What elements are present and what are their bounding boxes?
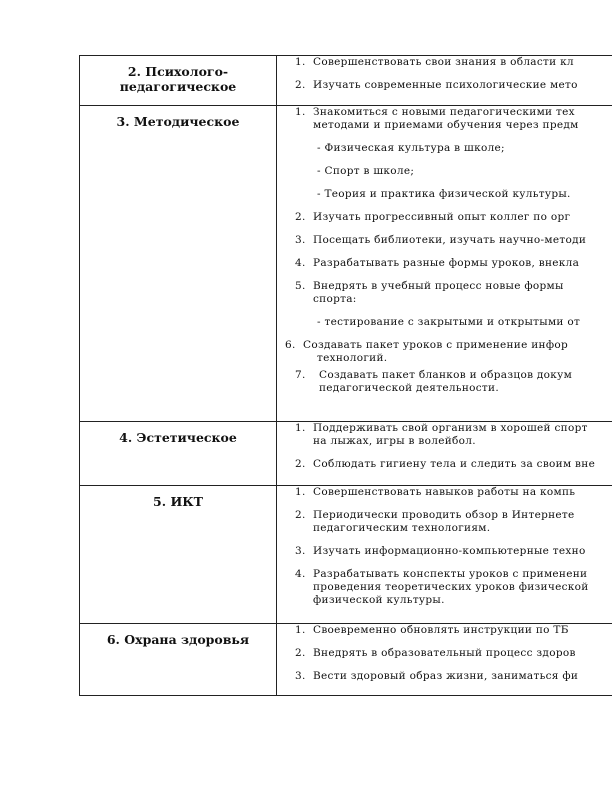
direction-title: 2. Психолого-: [127, 64, 229, 79]
table-row: [80, 422, 612, 486]
direction-title: 5. ИКТ: [153, 494, 203, 509]
direction-title: 4. Эстетическое: [119, 430, 237, 445]
list-subitem: - Спорт в школе;: [317, 165, 415, 177]
list-subitem: - Теория и практика физической культуры.: [317, 188, 571, 200]
list-item: 3. Изучать информационно-компьютерные техно: [295, 545, 586, 557]
list-item: 1. Своевременно обновлять инструкции по ТБ: [295, 624, 569, 636]
list-subitem: - Физическая культура в школе;: [317, 142, 505, 154]
direction-cell: [80, 422, 277, 486]
list-item: 3. Посещать библиотеки, изучать научно-методи: [295, 234, 587, 246]
tasks-cell: [277, 56, 612, 106]
list-item: 2. Периодически проводить обзор в Интернете педагогическим технологиям.: [295, 509, 575, 534]
list-item: 1. Знакомиться с новыми педагогическими тех методами и приемами обучения через предм: [295, 106, 579, 131]
direction-cell: [80, 486, 277, 624]
direction-title: педагогическое: [119, 79, 237, 94]
direction-cell: [80, 106, 277, 422]
list-item: 6. Создавать пакет уроков с применение инфор технологий.: [285, 339, 569, 364]
list-item: 2. Изучать прогрессивный опыт коллег по орг: [295, 211, 571, 223]
tasks-cell: [277, 422, 612, 486]
list-item: 1. Совершенствовать навыков работы на компь: [295, 486, 576, 498]
list-subitem: - тестирование с закрытыми и открытыми от: [317, 316, 581, 328]
table-row: [80, 624, 612, 696]
direction-cell: [80, 624, 277, 696]
list-item: 5. Внедрять в учебный процесс новые формы спорта:: [295, 280, 564, 305]
list-item: 2. Изучать современные психологические мето: [295, 79, 578, 91]
direction-cell: [80, 56, 277, 106]
list-item: 4. Разрабатывать конспекты уроков с применени проведения теоретических уроков физической физической культуры.: [295, 568, 589, 606]
list-item: 1. Поддерживать свой организм в хорошей спорт на лыжах, игры в волейбол.: [295, 422, 588, 447]
direction-title: 6. Охрана здоровья: [106, 632, 250, 647]
table-row: [80, 56, 612, 106]
table-row: [80, 486, 612, 624]
tasks-cell: [277, 624, 612, 696]
tasks-cell: [277, 486, 612, 624]
list-item: 1. Совершенствовать свои знания в области кл: [295, 56, 574, 68]
direction-title: 3. Методическое: [116, 114, 240, 129]
list-item: 4. Разрабатывать разные формы уроков, внекла: [295, 257, 580, 269]
tasks-cell: [277, 106, 612, 422]
table-row: [80, 106, 612, 422]
list-item: 2. Соблюдать гигиену тела и следить за своим вне: [295, 458, 596, 470]
list-item: 3. Вести здоровый образ жизни, заниматься фи: [295, 670, 579, 682]
list-item: 2. Внедрять в образовательный процесс здоров: [295, 647, 576, 659]
self-education-plan-table: [79, 55, 612, 696]
list-item: 7. Создавать пакет бланков и образцов докум педагогической деятельности.: [295, 369, 573, 394]
